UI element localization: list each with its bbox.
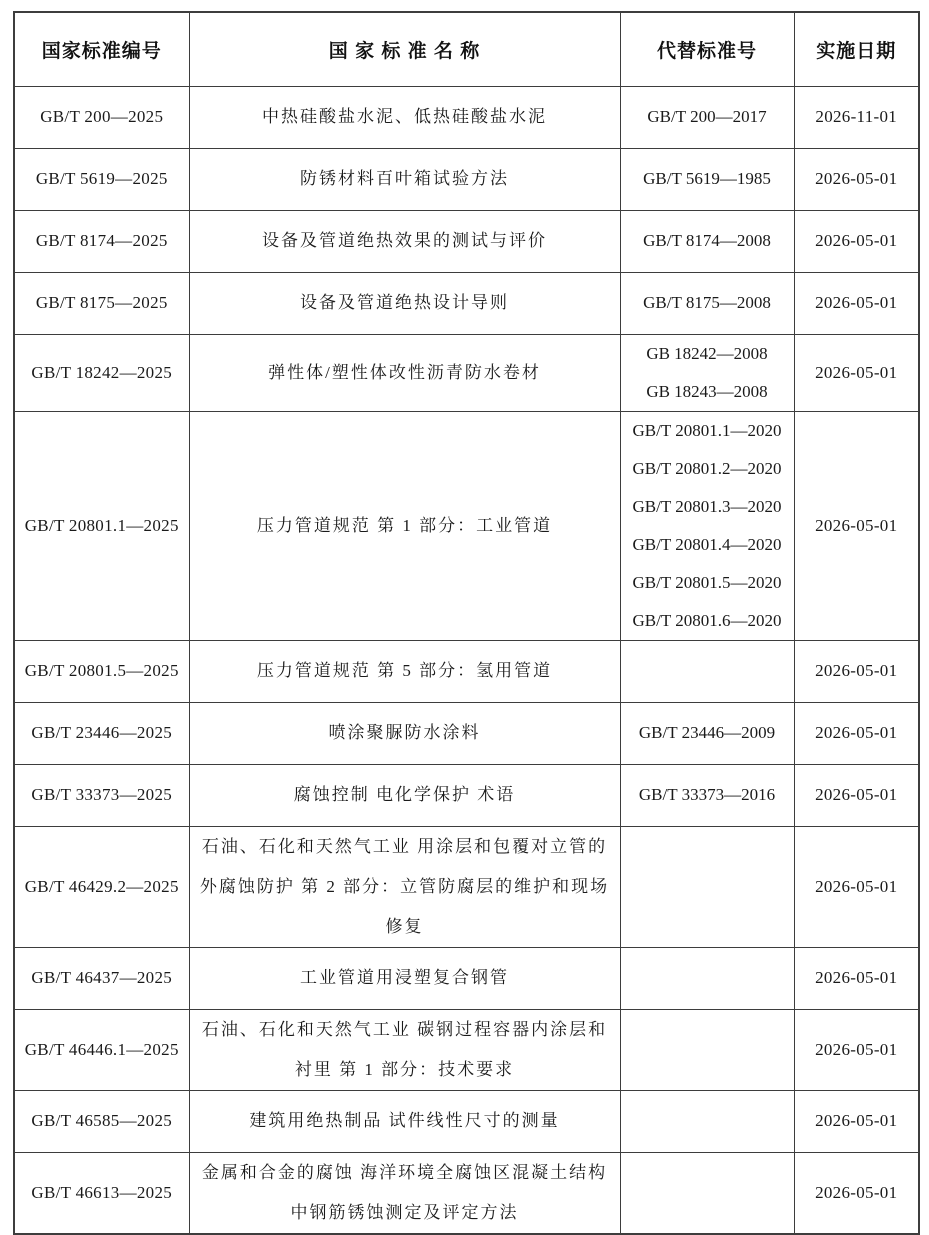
replaced-standard-cell <box>620 1090 794 1152</box>
replaced-standard-cell <box>620 148 794 210</box>
standard-code-cell: GB/T 46585—2025 <box>14 1090 189 1152</box>
standard-code-cell: GB/T 23446—2025 <box>14 702 189 764</box>
table-row <box>14 1009 919 1090</box>
table-row <box>14 702 919 764</box>
table-row <box>14 947 919 1009</box>
standard-name-cell: 压力管道规范 第 1 部分：工业管道 <box>189 411 620 640</box>
replaced-standard-cell <box>620 272 794 334</box>
replaced-standard-cell <box>620 640 794 702</box>
implementation-date-cell: 2026-05-01 <box>794 272 919 334</box>
replaced-standard-item: GB/T 20801.6—2020 <box>632 610 782 630</box>
table-row <box>14 148 919 210</box>
replaced-standard-item: GB/T 20801.1—2020 <box>632 420 782 440</box>
replaced-standard-item: GB/T 8174—2008 <box>643 231 771 250</box>
standard-code-cell: GB/T 8174—2025 <box>14 210 189 272</box>
standard-name-cell: 工业管道用浸塑复合钢管 <box>189 947 620 1009</box>
implementation-date-cell: 2026-05-01 <box>794 334 919 411</box>
standard-code-cell: GB/T 5619—2025 <box>14 148 189 210</box>
table-row <box>14 640 919 702</box>
standard-name-cell: 压力管道规范 第 5 部分：氢用管道 <box>189 640 620 702</box>
implementation-date-cell: 2026-05-01 <box>794 1152 919 1234</box>
replaced-standard-item: GB/T 8175—2008 <box>643 293 771 312</box>
standard-code-cell: GB/T 46429.2—2025 <box>14 826 189 947</box>
table-row <box>14 210 919 272</box>
replaced-standard-cell <box>620 334 794 411</box>
implementation-date-cell: 2026-05-01 <box>794 1009 919 1090</box>
implementation-date-cell: 2026-05-01 <box>794 826 919 947</box>
replaced-standard-cell <box>620 411 794 640</box>
implementation-date-cell: 2026-05-01 <box>794 148 919 210</box>
header-replaced-standard: 代替标准号 <box>620 12 794 86</box>
replaced-standard-item: GB/T 20801.5—2020 <box>632 572 782 592</box>
table-body <box>14 86 919 1234</box>
replaced-standard-item: GB 18242—2008 <box>646 343 768 363</box>
replaced-standard-cell <box>620 210 794 272</box>
replaced-standard-item: GB/T 33373—2016 <box>638 785 776 804</box>
standard-name-cell: 石油、石化和天然气工业 碳钢过程容器内涂层和衬里 第 1 部分：技术要求 <box>189 1009 620 1090</box>
standard-name-cell: 石油、石化和天然气工业 用涂层和包覆对立管的外腐蚀防护 第 2 部分：立管防腐层的维护和现场修复 <box>189 826 620 947</box>
header-implementation-date: 实施日期 <box>794 12 919 86</box>
replaced-standard-cell <box>620 1009 794 1090</box>
standard-code-cell: GB/T 20801.1—2025 <box>14 411 189 640</box>
replaced-standard-item: GB/T 20801.2—2020 <box>632 458 782 478</box>
standard-code-cell: GB/T 46446.1—2025 <box>14 1009 189 1090</box>
implementation-date-cell: 2026-11-01 <box>794 86 919 148</box>
standard-code-cell: GB/T 33373—2025 <box>14 764 189 826</box>
implementation-date-cell: 2026-05-01 <box>794 764 919 826</box>
replaced-standard-item: GB/T 23446—2009 <box>638 723 776 742</box>
replaced-standard-item: GB/T 20801.3—2020 <box>632 496 782 516</box>
replaced-standard-item: GB 18243—2008 <box>646 381 768 401</box>
table-row <box>14 826 919 947</box>
replaced-standard-item: GB/T 200—2017 <box>647 107 767 126</box>
header-standard-code: 国家标准编号 <box>14 12 189 86</box>
implementation-date-cell: 2026-05-01 <box>794 947 919 1009</box>
table-header-row <box>14 12 919 86</box>
standard-code-cell: GB/T 20801.5—2025 <box>14 640 189 702</box>
implementation-date-cell: 2026-05-01 <box>794 702 919 764</box>
table-row <box>14 1152 919 1234</box>
table-row <box>14 1090 919 1152</box>
replaced-standard-item: GB/T 5619—1985 <box>643 169 771 188</box>
standard-name-cell: 中热硅酸盐水泥、低热硅酸盐水泥 <box>189 86 620 148</box>
table-row <box>14 86 919 148</box>
replaced-standard-cell <box>620 1152 794 1234</box>
replaced-standard-item: GB/T 20801.4—2020 <box>632 534 782 554</box>
standard-name-cell: 金属和合金的腐蚀 海洋环境全腐蚀区混凝土结构中钢筋锈蚀测定及评定方法 <box>189 1152 620 1234</box>
table-row <box>14 411 919 640</box>
implementation-date-cell: 2026-05-01 <box>794 210 919 272</box>
standard-code-cell: GB/T 46613—2025 <box>14 1152 189 1234</box>
header-standard-name: 国 家 标 准 名 称 <box>189 12 620 86</box>
standard-name-cell: 弹性体/塑性体改性沥青防水卷材 <box>189 334 620 411</box>
implementation-date-cell: 2026-05-01 <box>794 411 919 640</box>
implementation-date-cell: 2026-05-01 <box>794 1090 919 1152</box>
standard-name-cell: 设备及管道绝热设计导则 <box>189 272 620 334</box>
implementation-date-cell: 2026-05-01 <box>794 640 919 702</box>
standard-code-cell: GB/T 200—2025 <box>14 86 189 148</box>
table-header <box>14 12 919 86</box>
standard-code-cell: GB/T 8175—2025 <box>14 272 189 334</box>
table-row <box>14 334 919 411</box>
table-row <box>14 764 919 826</box>
replaced-standard-cell <box>620 86 794 148</box>
replaced-standard-cell <box>620 702 794 764</box>
standard-name-cell: 防锈材料百叶箱试验方法 <box>189 148 620 210</box>
replaced-standard-cell <box>620 826 794 947</box>
standard-code-cell: GB/T 18242—2025 <box>14 334 189 411</box>
replaced-standard-cell <box>620 764 794 826</box>
table-row <box>14 272 919 334</box>
standards-table <box>13 11 920 1235</box>
standard-name-cell: 建筑用绝热制品 试件线性尺寸的测量 <box>189 1090 620 1152</box>
standard-name-cell: 喷涂聚脲防水涂料 <box>189 702 620 764</box>
replaced-standard-cell <box>620 947 794 1009</box>
standard-code-cell: GB/T 46437—2025 <box>14 947 189 1009</box>
standard-name-cell: 腐蚀控制 电化学保护 术语 <box>189 764 620 826</box>
standard-name-cell: 设备及管道绝热效果的测试与评价 <box>189 210 620 272</box>
